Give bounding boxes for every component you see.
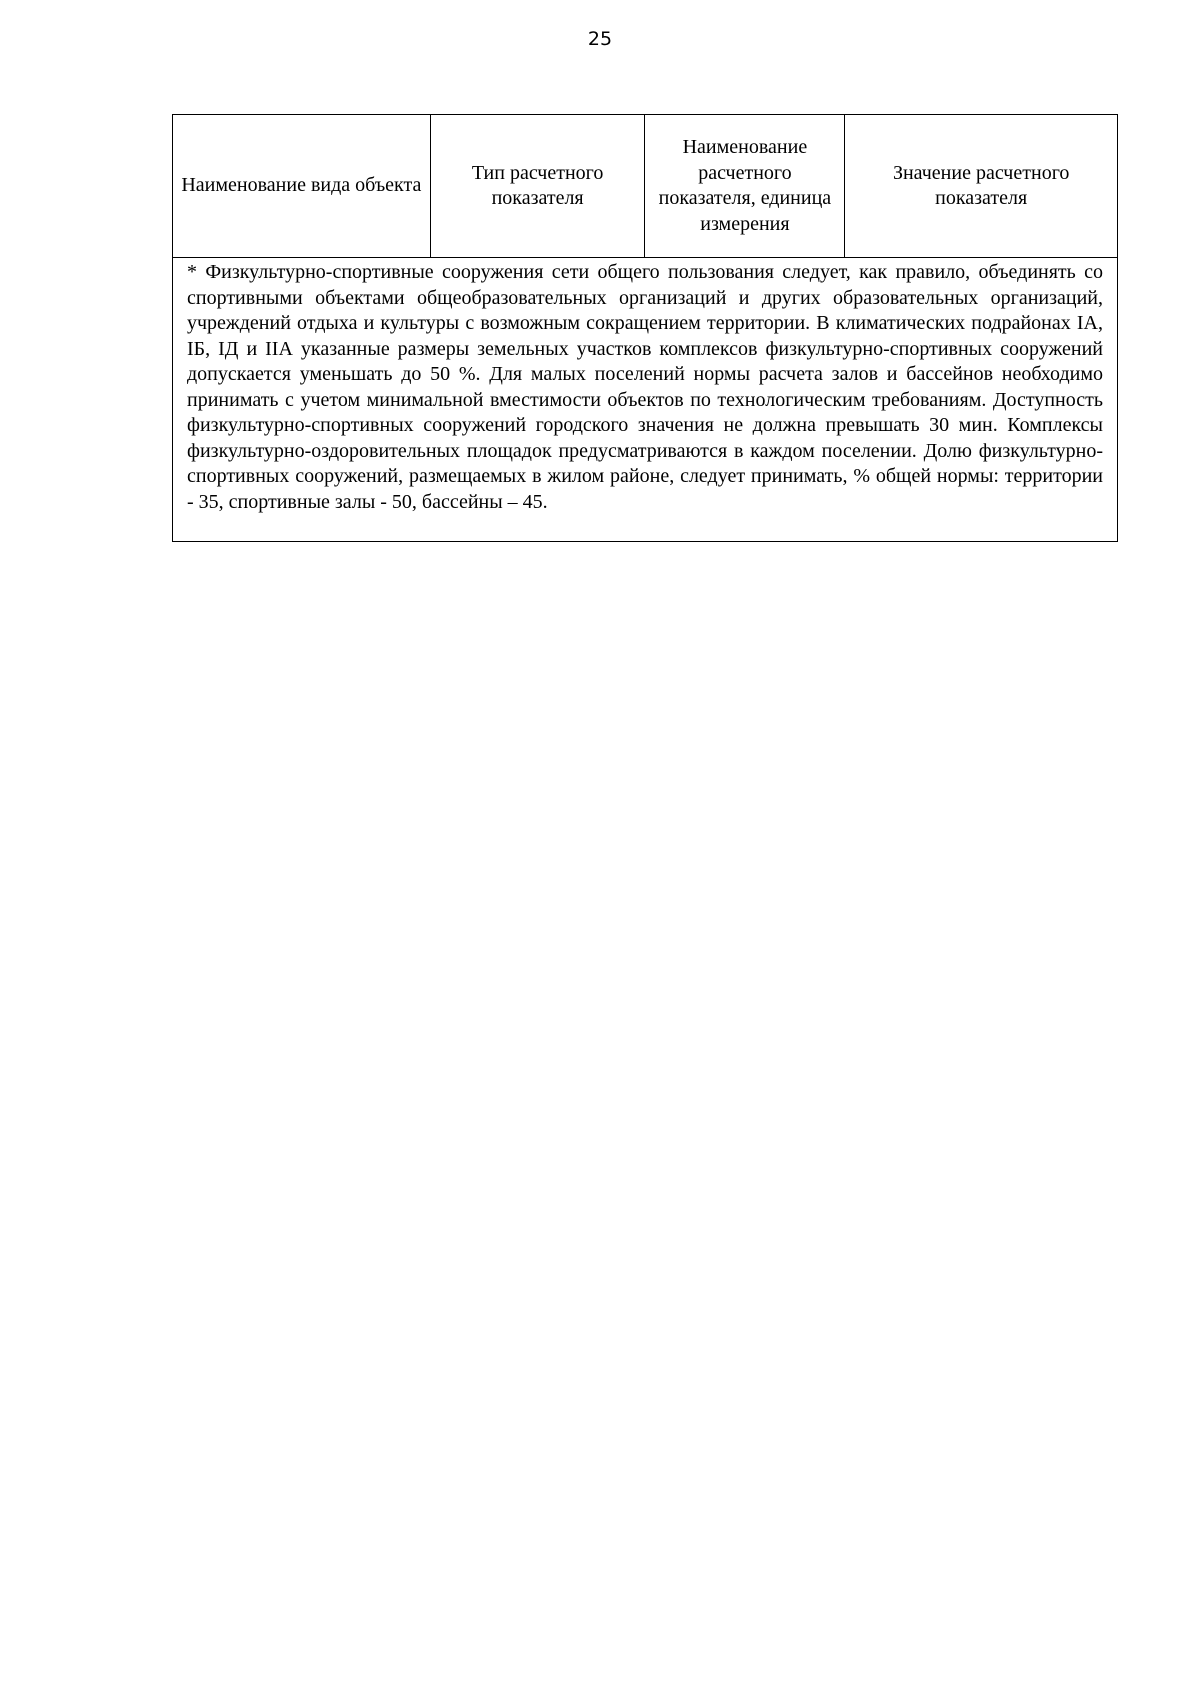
table-row-note (173, 258, 1118, 542)
header-indicator-name-unit: Наименование расчетного показателя, единица измерения (645, 115, 845, 258)
table-header-row (173, 115, 1118, 258)
page-number: 25 (587, 28, 613, 50)
norms-table (172, 114, 1118, 542)
table-footnote: * Физкультурно-спортивные сооружения сети общего пользования следует, как правило, объединять со спортивными объектами общеобразовательных организаций и других образовательных организаций, учреждений отдыха и культуры с возможным сокращением территории. В климатических подрайонах IА, IБ, IД и IIА указанные размеры земельных участков комплексов физкультурно-спортивных сооружений допускается уменьшать до 50 %. Для малых поселений нормы расчета залов и бассейнов необходимо принимать с учетом минимальной вместимости объектов по технологическим требованиям. Доступность физкультурно-спортивных сооружений городского значения не должна превышать 30 мин. Комплексы физкультурно-оздоровительных площадок предусматриваются в каждом поселении. Долю физкультурно-спортивных сооружений, размещаемых в жилом районе, следует принимать, % общей нормы: территории - 35, спортивные залы - 50, бассейны – 45. (173, 258, 1118, 542)
header-indicator-type: Тип расчетного показателя (430, 115, 645, 258)
header-indicator-value: Значение расчетного показателя (845, 115, 1118, 258)
header-object-type: Наименование вида объекта (173, 115, 431, 258)
